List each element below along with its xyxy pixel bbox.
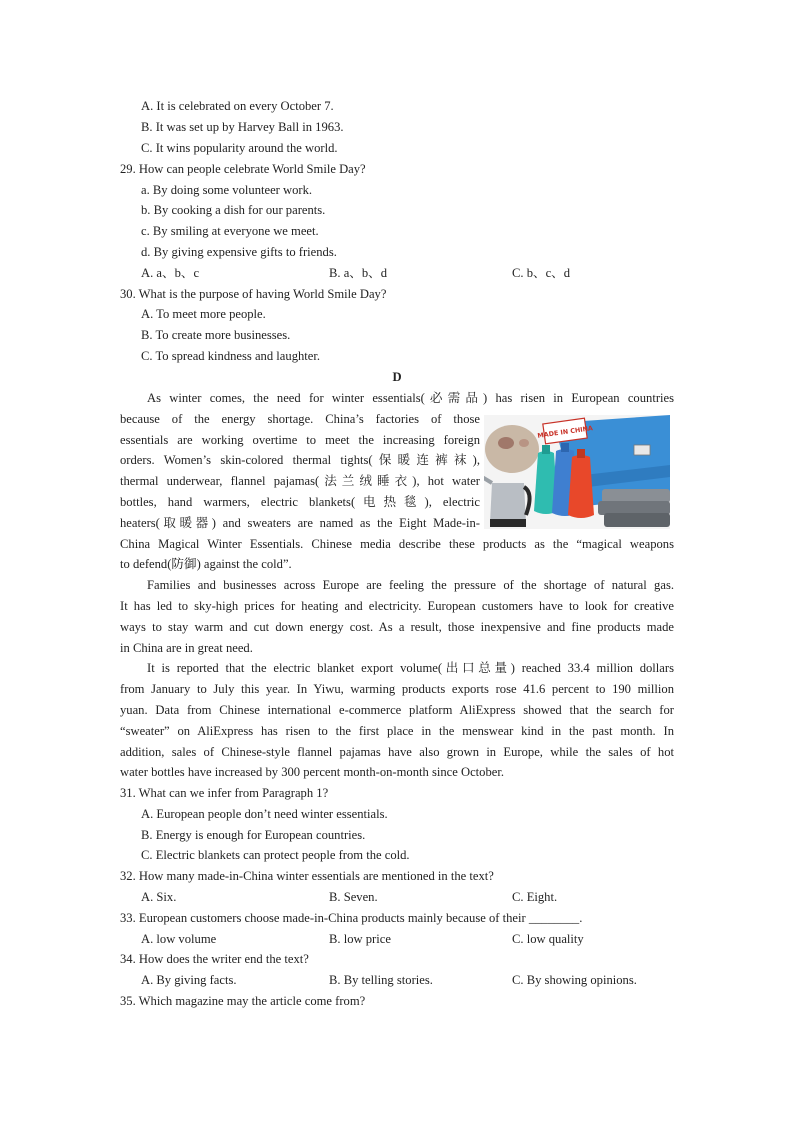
passage-p3-line: from January to July this year. In Yiwu, warming products exports rose 41.6 percent to 190 million — [120, 682, 674, 696]
q30-option-b: B. To create more businesses. — [141, 328, 291, 342]
section-heading: D — [392, 370, 402, 384]
passage-p1-line: heaters(取暖器) and sweaters are named as the Eight Made-in- — [120, 516, 480, 530]
q29-item-b: b. By cooking a dish for our parents. — [141, 203, 326, 217]
q32-choice-b: B. Seven. — [329, 890, 378, 904]
svg-text:MADE IN CHINA: MADE IN CHINA — [536, 424, 594, 440]
hot-water-bottle-red — [568, 455, 594, 518]
q31-option-b: B. Energy is enough for European countries. — [141, 828, 366, 842]
q32-question: 32. How many made-in-China winter essentials are mentioned in the text? — [120, 869, 494, 883]
q34-choice-c: C. By showing opinions. — [512, 973, 637, 987]
passage-p1-line: orders. Women’s skin-colored thermal tights(保暖连裤袜), — [120, 453, 480, 467]
q28-option-b: B. It was set up by Harvey Ball in 1963. — [141, 120, 344, 134]
q33-choice-b: B. low price — [329, 932, 391, 946]
passage-p1-line: As winter comes, the need for winter essentials(必需品) has risen in European countries — [147, 391, 674, 405]
q30-option-c: C. To spread kindness and laughter. — [141, 349, 321, 363]
passage-p3-line: addition, sales of Chinese-style flannel pajamas have also grown in Europe, while the sales of hot — [120, 745, 674, 759]
passage-p1-line: to defend(防御) against the cold”. — [120, 557, 292, 571]
passage-p1-line: because of the energy shortage. China’s factories of those — [120, 412, 480, 426]
passage-p3-line: It is reported that the electric blanket export volume(出口总量) reached 33.4 million dollars — [147, 661, 674, 675]
blanket-controller-shape — [634, 445, 650, 455]
passage-p2-line: ways to stay warm and cut down energy cost. As a result, those inexpensive and fine products made — [120, 620, 674, 634]
winter-essentials-photo — [484, 415, 670, 529]
q29-item-d: d. By giving expensive gifts to friends. — [141, 245, 337, 259]
q30-option-a: A. To meet more people. — [141, 307, 266, 321]
q30-question: 30. What is the purpose of having World Smile Day? — [120, 287, 387, 301]
passage-p2-line: Families and businesses across Europe are feeling the pressure of the shortage of natural gas. — [147, 578, 674, 592]
q33-choice-c: C. low quality — [512, 932, 584, 946]
q28-option-c: C. It wins popularity around the world. — [141, 141, 338, 155]
plush-warmer-shape — [485, 425, 539, 473]
passage-p1-line: thermal underwear, flannel pajamas(法兰绒睡衣), hot water — [120, 474, 480, 488]
passage-p3-line: “sweater” on AliExpress has risen to the first place in the menswear kind in the past month. In — [120, 724, 674, 738]
passage-p1-line: essentials are working overtime to meet the increasing foreign — [120, 433, 480, 447]
q29-choice-b: B. a、b、d — [329, 266, 388, 280]
electric-kettle-shape — [490, 483, 526, 523]
q32-choice-c: C. Eight. — [512, 890, 558, 904]
q29-item-c: c. By smiling at everyone we meet. — [141, 224, 319, 238]
q31-option-a: A. European people don’t need winter essentials. — [141, 807, 388, 821]
q34-question: 34. How does the writer end the text? — [120, 952, 309, 966]
q29-item-a: a. By doing some volunteer work. — [141, 183, 313, 197]
q34-choice-b: B. By telling stories. — [329, 973, 433, 987]
q31-question: 31. What can we infer from Paragraph 1? — [120, 786, 329, 800]
q33-question: 33. European customers choose made-in-China products mainly because of their ________. — [120, 911, 583, 925]
q29-choice-a: A. a、b、c — [141, 266, 200, 280]
q34-choice-a: A. By giving facts. — [141, 973, 237, 987]
q29-choice-c: C. b、c、d — [512, 266, 571, 280]
q33-choice-a: A. low volume — [141, 932, 217, 946]
q32-choice-a: A. Six. — [141, 890, 177, 904]
passage-p1-line: China Magical Winter Essentials. Chinese media describe these products as the “magical weapons — [120, 537, 674, 551]
passage-p2-line: It has led to sky-high prices for heating and electricity. European customers have to look for creative — [120, 599, 674, 613]
passage-p3-line: water bottles have increased by 300 percent month-on-month since October. — [120, 765, 504, 779]
grey-blanket-shape — [602, 489, 670, 503]
passage-p3-line: yuan. Data from Chinese international e-commerce platform AliExpress showed that the search for — [120, 703, 674, 717]
q31-option-c: C. Electric blankets can protect people from the cold. — [141, 848, 410, 862]
passage-p1-line: bottles, hand warmers, electric blankets(电热毯), electric — [120, 495, 480, 509]
q29-question: 29. How can people celebrate World Smile Day? — [120, 162, 366, 176]
q35-question: 35. Which magazine may the article come from? — [120, 994, 366, 1008]
passage-p2-line: in China are in great need. — [120, 641, 253, 655]
q28-option-a: A. It is celebrated on every October 7. — [141, 99, 334, 113]
